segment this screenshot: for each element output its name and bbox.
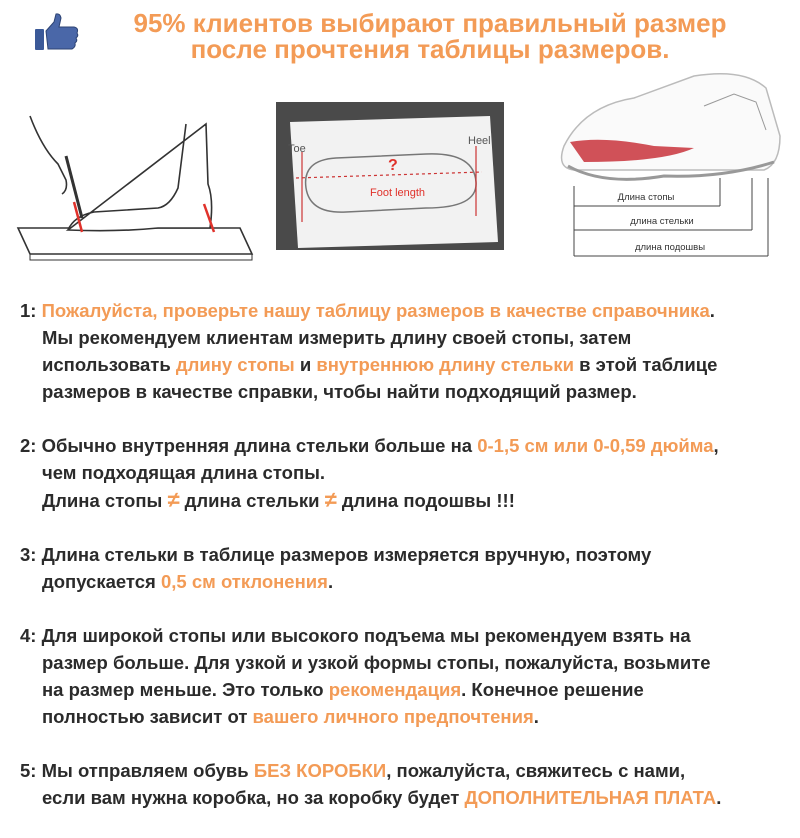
- instruction-text: полностью зависит от: [42, 706, 253, 727]
- highlighted-text: ДОПОЛНИТЕЛЬНАЯ ПЛАТА: [464, 787, 717, 808]
- instruction-line: [20, 486, 790, 514]
- instruction-number: 3:: [20, 544, 42, 565]
- instruction-text: . Конечное решение: [461, 679, 644, 700]
- measurement-illustrations: [0, 66, 800, 276]
- instruction-line: [20, 676, 790, 703]
- not-equal-sign: ≠: [167, 487, 180, 512]
- instruction-text: .: [533, 706, 539, 727]
- instruction-item: [20, 622, 790, 730]
- instruction-text: .: [709, 300, 715, 321]
- instruction-item: [20, 432, 790, 514]
- shoe-length-diagram: [544, 66, 794, 266]
- shoe-insole-length-label: длина стельки: [630, 216, 694, 227]
- instruction-number: 2:: [20, 435, 42, 456]
- instruction-text: допускается: [42, 571, 161, 592]
- shoe-sole-length-label: длина подошвы: [634, 242, 706, 253]
- shoe-foot-length-label: Длина стопы: [617, 192, 675, 203]
- instruction-text: , пожалуйста, свяжитесь с нами,: [386, 760, 686, 781]
- foot-length-label: Foot length: [370, 187, 426, 199]
- instruction-text: в этой таблице: [574, 354, 718, 375]
- instructions-list: [20, 297, 790, 838]
- instruction-line: [20, 703, 790, 730]
- instruction-text: Мы отправляем обувь: [41, 760, 254, 781]
- highlighted-text: длину стопы: [175, 354, 295, 375]
- headline-line-1: 95% клиентов выбирают правильный размер: [133, 8, 727, 38]
- instruction-text: размеров в качестве справки, чтобы найти подходящий размер.: [42, 381, 637, 402]
- highlighted-text: 0,5 см отклонения: [160, 571, 328, 592]
- highlighted-text: 0-1,5 см или 0-0,59 дюйма: [477, 435, 714, 456]
- thumbs-up-icon: [34, 12, 80, 52]
- instruction-line: [20, 541, 790, 568]
- instruction-text: Обычно внутренняя длина стельки больше на: [41, 435, 478, 456]
- instruction-line: [20, 649, 790, 676]
- foot-tracing-illustration: [8, 104, 258, 264]
- headline-line-2: после прочтения таблицы размеров.: [190, 34, 670, 64]
- instruction-text: длина подошвы !!!: [336, 490, 515, 511]
- instruction-text: Длина стельки в таблице размеров измеряется вручную, поэтому: [41, 544, 652, 565]
- heel-label: Heel: [468, 135, 491, 147]
- instruction-line: [20, 297, 790, 324]
- instruction-line: [20, 757, 790, 784]
- instruction-number: 4:: [20, 625, 42, 646]
- instruction-text: чем подходящая длина стопы.: [42, 462, 326, 483]
- instruction-text: Для широкой стопы или высокого подъема мы рекомендуем взять на: [41, 625, 691, 646]
- instruction-text: использовать: [42, 354, 176, 375]
- instruction-line: [20, 351, 790, 378]
- instruction-text: Мы рекомендуем клиентам измерить длину своей стопы, затем: [42, 327, 632, 348]
- highlighted-text: внутреннюю длину стельки: [316, 354, 575, 375]
- instruction-line: [20, 784, 790, 811]
- instruction-text: размер больше. Для узкой и узкой формы стопы, пожалуйста, возьмите: [42, 652, 711, 673]
- instruction-text: .: [716, 787, 722, 808]
- not-equal-sign: ≠: [324, 487, 337, 512]
- foot-outline-paper-illustration: [276, 102, 504, 250]
- instruction-text: длина стельки: [179, 490, 325, 511]
- instruction-line: [20, 432, 790, 459]
- instruction-line: [20, 622, 790, 649]
- instruction-line: [20, 459, 790, 486]
- toe-label: Toe: [288, 143, 306, 155]
- instruction-text: ,: [713, 435, 719, 456]
- instruction-item: [20, 541, 790, 595]
- instruction-text: и: [294, 354, 317, 375]
- highlighted-text: вашего личного предпочтения: [252, 706, 534, 727]
- instruction-text: Длина стопы: [42, 490, 168, 511]
- headline: [90, 10, 770, 62]
- instruction-number: 1:: [20, 300, 42, 321]
- instruction-line: [20, 324, 790, 351]
- instruction-text: .: [327, 571, 334, 592]
- instruction-item: [20, 297, 790, 405]
- highlighted-text: рекомендация: [328, 679, 462, 700]
- instruction-number: 5:: [20, 760, 42, 781]
- highlighted-text: Пожалуйста, проверьте нашу таблицу размеров в качестве справочника: [41, 300, 710, 321]
- question-mark: ?: [388, 157, 398, 174]
- instruction-line: [20, 568, 790, 595]
- instruction-line: [20, 378, 790, 405]
- instruction-item: [20, 757, 790, 811]
- header: [0, 6, 800, 64]
- instruction-text: если вам нужна коробка, но за коробку будет: [42, 787, 465, 808]
- highlighted-text: БЕЗ КОРОБКИ: [253, 760, 387, 781]
- instruction-text: на размер меньше. Это только: [42, 679, 329, 700]
